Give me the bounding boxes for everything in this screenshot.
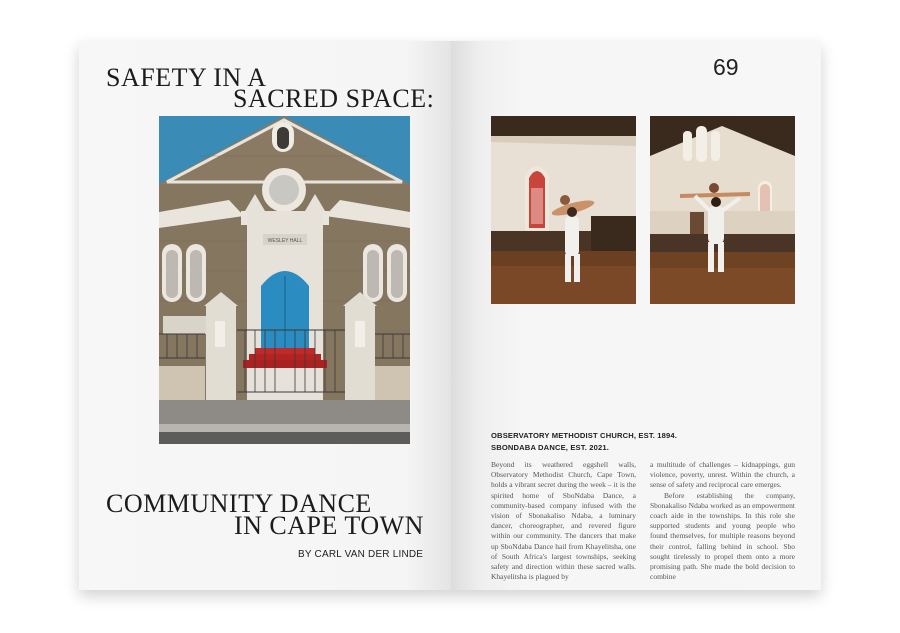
article-column-2 — [650, 460, 795, 582]
article-paragraph-3: Before establishing the company, Sbonakaliso Ndaba worked as an empowerment coach aide in the townships. In this role she supported students and young people who found themselves, for multiple reasons beyond their control, falling behind in school. Sbo sought tirelessly to propel them onto a more promising path. She made the bold decision to combine — [650, 490, 795, 582]
door-sign-text: WESLEY HALL — [267, 238, 303, 244]
caption-line-2: SBONDABA DANCE, EST. 2021. — [491, 443, 609, 452]
article-paragraph-1: Beyond its weathered eggshell walls, Observatory Methodist Church, Cape Town, holds a vibrant secret during the week – it is the spirited home of SboNdaba Dance, a community-based company infused with the vision of Sbonakaliso Ndaba, a luminary dancer, choreographer, and revered figure within our community. The dancers that make up SboNdaba Dance hail from Khayelitsha, one of South Africa's largest townships, seeking safety and direction within these sacred walls. Khayelitsha is plagued by — [491, 460, 636, 582]
caption-line-1: OBSERVATORY METHODIST CHURCH, EST. 1894. — [491, 431, 678, 440]
page-number: 69 — [713, 54, 739, 80]
author-byline: BY CARL VAN DER LINDE — [298, 549, 424, 560]
church-facade-photo — [159, 116, 410, 444]
dance-photo-left — [491, 116, 636, 304]
subtitle-line-1: COMMUNITY DANCE — [106, 489, 372, 518]
subtitle-line-2: IN CAPE TOWN — [234, 511, 424, 540]
dancers-in-church-image-2 — [650, 116, 795, 304]
dancers-in-church-image-1 — [491, 116, 636, 304]
article-column-1 — [491, 460, 636, 582]
right-page — [451, 41, 821, 590]
church-facade-image — [159, 116, 410, 444]
title-line-2: SACRED SPACE: — [233, 84, 435, 113]
magazine-spread — [79, 41, 821, 590]
dance-photo-right — [650, 116, 795, 304]
photo-caption — [491, 430, 677, 454]
left-page — [79, 41, 451, 590]
title-line-1: SAFETY IN A — [106, 63, 267, 92]
article-paragraph-2: a multitude of challenges – kidnappings, gun violence, poverty, unrest. Within the church, a sense of safety and reciprocal care emerges. — [650, 460, 795, 490]
